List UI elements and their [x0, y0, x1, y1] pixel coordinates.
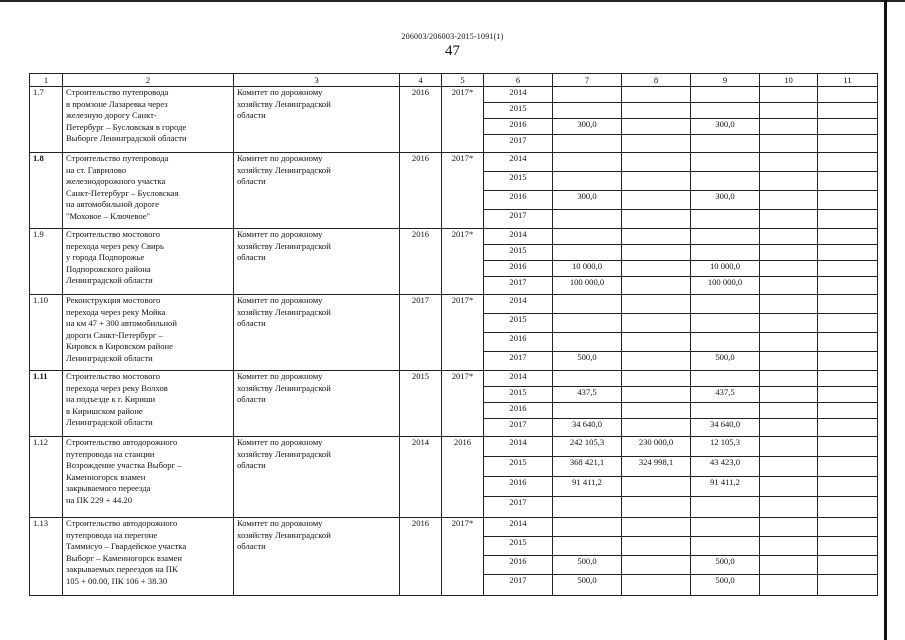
- table-row: [30, 229, 878, 245]
- amount-col11: [818, 135, 878, 153]
- amount-col8: [622, 419, 691, 437]
- funding-year: 2014: [484, 371, 553, 387]
- table-row: [30, 153, 878, 172]
- project-name-line: Строительство путепровода: [66, 153, 169, 163]
- amount-col7: 10 000,0: [553, 261, 622, 277]
- project-name-line: Санкт-Петербург – Бусловская: [66, 187, 179, 198]
- funding-year: 2016: [484, 333, 553, 352]
- amount-col8: [622, 295, 691, 314]
- responsible-body-line: хозяйству Ленинградской: [237, 98, 331, 109]
- amount-col7: [553, 537, 622, 556]
- amount-col10: [760, 261, 818, 277]
- funding-year: 2016: [484, 261, 553, 277]
- scan-edge-top: [0, 0, 905, 2]
- column-header: 8: [622, 74, 691, 87]
- amount-col8: [622, 333, 691, 352]
- funding-year: 2017: [484, 419, 553, 437]
- amount-col7: [553, 135, 622, 153]
- amount-col7: 500,0: [553, 575, 622, 596]
- amount-col10: [760, 245, 818, 261]
- amount-col11: [818, 103, 878, 119]
- amount-col11: [818, 457, 878, 477]
- project-name-line: Строительство автодорожного: [66, 518, 178, 528]
- amount-col9: [691, 135, 760, 153]
- amount-col9: [691, 210, 760, 229]
- amount-col10: [760, 103, 818, 119]
- amount-col10: [760, 371, 818, 387]
- funding-year: 2015: [484, 314, 553, 333]
- end-year: 2017*: [442, 87, 484, 153]
- project-name-line: Ленинградской области: [66, 275, 153, 286]
- responsible-body-line: хозяйству Ленинградской: [237, 240, 331, 251]
- amount-col8: [622, 518, 691, 537]
- amount-col7: 500,0: [553, 352, 622, 371]
- amount-col10: [760, 556, 818, 575]
- project-name-line: путепровода на станции: [66, 448, 155, 459]
- amount-col11: [818, 419, 878, 437]
- funding-year: 2015: [484, 387, 553, 403]
- amount-col11: [818, 333, 878, 352]
- funding-year: 2017: [484, 277, 553, 295]
- project-name-line: на подъезде к г. Кириши: [66, 394, 156, 405]
- amount-col10: [760, 497, 818, 518]
- responsible-body-line: Комитет по дорожному: [237, 153, 323, 163]
- amount-col8: [622, 387, 691, 403]
- amount-col10: [760, 419, 818, 437]
- funding-year: 2016: [484, 119, 553, 135]
- item-number: 1.11: [30, 371, 63, 437]
- column-header: 4: [400, 74, 442, 87]
- funding-year: 2015: [484, 172, 553, 191]
- funding-year: 2015: [484, 537, 553, 556]
- amount-col7: [553, 245, 622, 261]
- responsible-body-line: хозяйству Ленинградской: [237, 164, 331, 175]
- project-name-line: в Киришском районе: [66, 405, 143, 416]
- amount-col7: 91 411,2: [553, 477, 622, 497]
- amount-col10: [760, 457, 818, 477]
- amount-col8: [622, 172, 691, 191]
- amount-col8: [622, 371, 691, 387]
- end-year: 2017*: [442, 371, 484, 437]
- responsible-body: [234, 371, 400, 437]
- item-number: 1.10: [30, 295, 63, 371]
- project-name-line: Строительство мостового: [66, 229, 161, 239]
- amount-col7: 300,0: [553, 191, 622, 210]
- project-name-line: путепровода на перегоне: [66, 529, 158, 540]
- amount-col9: [691, 103, 760, 119]
- amount-col8: [622, 352, 691, 371]
- project-name-line: закрываемого переезда: [66, 483, 151, 494]
- project-name: [63, 295, 234, 371]
- table-row: [30, 87, 878, 103]
- project-name: [63, 87, 234, 153]
- item-number: 1.13: [30, 518, 63, 596]
- funding-year: 2014: [484, 295, 553, 314]
- amount-col9: [691, 87, 760, 103]
- project-name-line: "Моховое – Ключевое": [66, 210, 151, 221]
- amount-col10: [760, 333, 818, 352]
- responsible-body: [234, 437, 400, 518]
- responsible-body-line: области: [237, 318, 266, 329]
- amount-col8: [622, 403, 691, 419]
- amount-col10: [760, 352, 818, 371]
- amount-col11: [818, 477, 878, 497]
- amount-col9: 300,0: [691, 119, 760, 135]
- start-year: 2015: [400, 371, 442, 437]
- funding-year: 2014: [484, 518, 553, 537]
- amount-col9: [691, 403, 760, 419]
- amount-col9: 10 000,0: [691, 261, 760, 277]
- funding-year: 2016: [484, 477, 553, 497]
- project-name-line: Возрождение участка Выборг –: [66, 460, 182, 471]
- project-name-line: на ПК 229 + 44.20: [66, 494, 133, 505]
- responsible-body-line: Комитет по дорожному: [237, 371, 323, 381]
- project-name-line: у города Подпорожье: [66, 252, 145, 263]
- project-name-line: Каменногорск взамен: [66, 471, 146, 482]
- funding-year: 2016: [484, 403, 553, 419]
- responsible-body: [234, 229, 400, 295]
- document-number: 206003/206003-2015-1091(1): [401, 32, 504, 41]
- amount-col10: [760, 518, 818, 537]
- column-header: 10: [760, 74, 818, 87]
- amount-col11: [818, 119, 878, 135]
- amount-col9: 43 423,0: [691, 457, 760, 477]
- responsible-body-line: Комитет по дорожному: [237, 518, 323, 528]
- responsible-body-line: области: [237, 252, 266, 263]
- amount-col8: [622, 191, 691, 210]
- amount-col11: [818, 245, 878, 261]
- amount-col11: [818, 387, 878, 403]
- project-name: [63, 518, 234, 596]
- funding-year: 2014: [484, 87, 553, 103]
- funding-year: 2015: [484, 457, 553, 477]
- responsible-body-line: области: [237, 110, 266, 121]
- amount-col11: [818, 191, 878, 210]
- table-row: [30, 295, 878, 314]
- amount-col9: [691, 229, 760, 245]
- amount-col11: [818, 518, 878, 537]
- amount-col11: [818, 277, 878, 295]
- amount-col10: [760, 295, 818, 314]
- amount-col7: [553, 172, 622, 191]
- column-header: 6: [484, 74, 553, 87]
- amount-col9: 500,0: [691, 556, 760, 575]
- amount-col8: [622, 314, 691, 333]
- start-year: 2017: [400, 295, 442, 371]
- project-name-line: на автомобильной дороге: [66, 199, 160, 210]
- responsible-body-line: области: [237, 176, 266, 187]
- amount-col11: [818, 314, 878, 333]
- scan-edge-right: [884, 0, 887, 640]
- project-name-line: Петербург – Бусловская в городе: [66, 121, 187, 132]
- amount-col11: [818, 261, 878, 277]
- responsible-body-line: хозяйству Ленинградской: [237, 529, 331, 540]
- amount-col8: 230 000,0: [622, 437, 691, 457]
- amount-col11: [818, 87, 878, 103]
- amount-col9: [691, 333, 760, 352]
- responsible-body: [234, 518, 400, 596]
- amount-col7: 100 000,0: [553, 277, 622, 295]
- amount-col8: [622, 103, 691, 119]
- amount-col8: [622, 135, 691, 153]
- item-number: 1.8: [30, 153, 63, 229]
- project-name-line: в промзоне Лазаревка через: [66, 98, 168, 109]
- item-number: 1.7: [30, 87, 63, 153]
- amount-col8: [622, 229, 691, 245]
- amount-col11: [818, 371, 878, 387]
- project-name-line: Строительство автодорожного: [66, 437, 178, 447]
- project-name-line: Строительство путепровода: [66, 87, 169, 97]
- amount-col10: [760, 575, 818, 596]
- program-table: [29, 73, 878, 596]
- amount-col7: [553, 403, 622, 419]
- project-name-line: Строительство мостового: [66, 371, 161, 381]
- amount-col10: [760, 153, 818, 172]
- item-number: 1.9: [30, 229, 63, 295]
- amount-col7: [553, 153, 622, 172]
- amount-col7: 500,0: [553, 556, 622, 575]
- amount-col8: [622, 277, 691, 295]
- amount-col10: [760, 314, 818, 333]
- amount-col9: [691, 371, 760, 387]
- amount-col9: 500,0: [691, 352, 760, 371]
- page-number: 47: [445, 43, 460, 59]
- amount-col7: [553, 210, 622, 229]
- amount-col7: [553, 497, 622, 518]
- amount-col11: [818, 352, 878, 371]
- amount-col8: [622, 477, 691, 497]
- amount-col10: [760, 172, 818, 191]
- column-header: 2: [63, 74, 234, 87]
- project-name-line: Ленинградской области: [66, 417, 153, 428]
- funding-year: 2017: [484, 210, 553, 229]
- amount-col11: [818, 172, 878, 191]
- column-header: 5: [442, 74, 484, 87]
- project-name: [63, 229, 234, 295]
- funding-year: 2016: [484, 556, 553, 575]
- amount-col10: [760, 537, 818, 556]
- project-name-line: железную дорогу Санкт-: [66, 110, 157, 121]
- amount-col11: [818, 437, 878, 457]
- project-name-line: Подпорожского района: [66, 263, 151, 274]
- amount-col7: [553, 518, 622, 537]
- project-name-line: закрываемых переездов на ПК: [66, 564, 178, 575]
- amount-col9: 34 640,0: [691, 419, 760, 437]
- amount-col10: [760, 135, 818, 153]
- project-name-line: Выборге Ленинградской области: [66, 133, 187, 144]
- header-row: [30, 74, 878, 87]
- amount-col7: [553, 333, 622, 352]
- project-name-line: на км 47 + 300 автомобильной: [66, 318, 177, 329]
- project-name-line: на ст. Гаврилово: [66, 164, 127, 175]
- project-name-line: железнодорожного участка: [66, 176, 166, 187]
- responsible-body: [234, 295, 400, 371]
- column-header: 1: [30, 74, 63, 87]
- responsible-body-line: хозяйству Ленинградской: [237, 448, 331, 459]
- funding-year: 2017: [484, 135, 553, 153]
- responsible-body-line: области: [237, 541, 266, 552]
- project-name: [63, 371, 234, 437]
- amount-col9: [691, 518, 760, 537]
- amount-col11: [818, 153, 878, 172]
- amount-col10: [760, 191, 818, 210]
- amount-col11: [818, 229, 878, 245]
- table-row: [30, 371, 878, 387]
- table-row: [30, 518, 878, 537]
- column-header: 7: [553, 74, 622, 87]
- responsible-body-line: области: [237, 394, 266, 405]
- amount-col8: [622, 261, 691, 277]
- amount-col10: [760, 387, 818, 403]
- responsible-body-line: Комитет по дорожному: [237, 437, 323, 447]
- amount-col10: [760, 437, 818, 457]
- funding-year: 2014: [484, 153, 553, 172]
- amount-col9: [691, 245, 760, 261]
- project-name-line: 105 + 00.00, ПК 106 + 38.30: [66, 575, 168, 586]
- amount-col8: [622, 119, 691, 135]
- amount-col7: 368 421,1: [553, 457, 622, 477]
- project-name-line: Кировск в Кировском районе: [66, 341, 173, 352]
- responsible-body-line: области: [237, 460, 266, 471]
- amount-col7: [553, 87, 622, 103]
- project-name: [63, 437, 234, 518]
- funding-year: 2017: [484, 352, 553, 371]
- start-year: 2016: [400, 518, 442, 596]
- item-number: 1.12: [30, 437, 63, 518]
- column-header: 3: [234, 74, 400, 87]
- amount-col10: [760, 119, 818, 135]
- amount-col9: 91 411,2: [691, 477, 760, 497]
- funding-year: 2016: [484, 191, 553, 210]
- end-year: 2017*: [442, 229, 484, 295]
- project-name-line: Реконструкция мостового: [66, 295, 161, 305]
- amount-col8: 324 998,1: [622, 457, 691, 477]
- column-header: 9: [691, 74, 760, 87]
- amount-col9: [691, 537, 760, 556]
- project-name-line: перехода через реку Свирь: [66, 240, 164, 251]
- amount-col7: 300,0: [553, 119, 622, 135]
- responsible-body: [234, 87, 400, 153]
- project-name-line: перехода через реку Волхов: [66, 382, 168, 393]
- column-header: 11: [818, 74, 878, 87]
- amount-col11: [818, 210, 878, 229]
- amount-col10: [760, 87, 818, 103]
- responsible-body: [234, 153, 400, 229]
- amount-col8: [622, 153, 691, 172]
- amount-col7: [553, 314, 622, 333]
- project-name-line: перехода через реку Мойка: [66, 306, 166, 317]
- start-year: 2016: [400, 153, 442, 229]
- responsible-body-line: Комитет по дорожному: [237, 87, 323, 97]
- amount-col10: [760, 277, 818, 295]
- amount-col8: [622, 556, 691, 575]
- project-name: [63, 153, 234, 229]
- amount-col9: 500,0: [691, 575, 760, 596]
- project-name-line: дороги Санкт-Петербург –: [66, 329, 163, 340]
- amount-col9: [691, 295, 760, 314]
- amount-col11: [818, 556, 878, 575]
- amount-col11: [818, 403, 878, 419]
- project-name-line: Выборг – Каменногорск взамен: [66, 552, 182, 563]
- amount-col7: [553, 229, 622, 245]
- amount-col9: [691, 172, 760, 191]
- amount-col10: [760, 403, 818, 419]
- amount-col7: [553, 371, 622, 387]
- funding-year: 2015: [484, 245, 553, 261]
- amount-col9: 300,0: [691, 191, 760, 210]
- amount-col7: 34 640,0: [553, 419, 622, 437]
- end-year: 2017*: [442, 295, 484, 371]
- funding-year: 2014: [484, 437, 553, 457]
- amount-col9: 437,5: [691, 387, 760, 403]
- amount-col8: [622, 537, 691, 556]
- amount-col8: [622, 575, 691, 596]
- amount-col8: [622, 497, 691, 518]
- amount-col11: [818, 537, 878, 556]
- funding-year: 2017: [484, 575, 553, 596]
- amount-col9: 100 000,0: [691, 277, 760, 295]
- start-year: 2014: [400, 437, 442, 518]
- amount-col11: [818, 497, 878, 518]
- amount-col8: [622, 87, 691, 103]
- amount-col9: [691, 314, 760, 333]
- amount-col8: [622, 245, 691, 261]
- funding-year: 2017: [484, 497, 553, 518]
- funding-year: 2015: [484, 103, 553, 119]
- amount-col7: 437,5: [553, 387, 622, 403]
- amount-col11: [818, 295, 878, 314]
- start-year: 2016: [400, 87, 442, 153]
- amount-col8: [622, 210, 691, 229]
- start-year: 2016: [400, 229, 442, 295]
- amount-col7: 242 105,3: [553, 437, 622, 457]
- amount-col9: 12 105,3: [691, 437, 760, 457]
- responsible-body-line: хозяйству Ленинградской: [237, 382, 331, 393]
- end-year: 2016: [442, 437, 484, 518]
- responsible-body-line: Комитет по дорожному: [237, 229, 323, 239]
- amount-col10: [760, 210, 818, 229]
- end-year: 2017*: [442, 153, 484, 229]
- amount-col11: [818, 575, 878, 596]
- amount-col7: [553, 295, 622, 314]
- amount-col7: [553, 103, 622, 119]
- amount-col9: [691, 497, 760, 518]
- end-year: 2017*: [442, 518, 484, 596]
- funding-year: 2014: [484, 229, 553, 245]
- responsible-body-line: Комитет по дорожному: [237, 295, 323, 305]
- responsible-body-line: хозяйству Ленинградской: [237, 306, 331, 317]
- amount-col9: [691, 153, 760, 172]
- project-name-line: Ленинградской области: [66, 352, 153, 363]
- amount-col10: [760, 229, 818, 245]
- table-row: [30, 437, 878, 457]
- project-name-line: Таммисуо – Гвардейское участка: [66, 541, 187, 552]
- amount-col10: [760, 477, 818, 497]
